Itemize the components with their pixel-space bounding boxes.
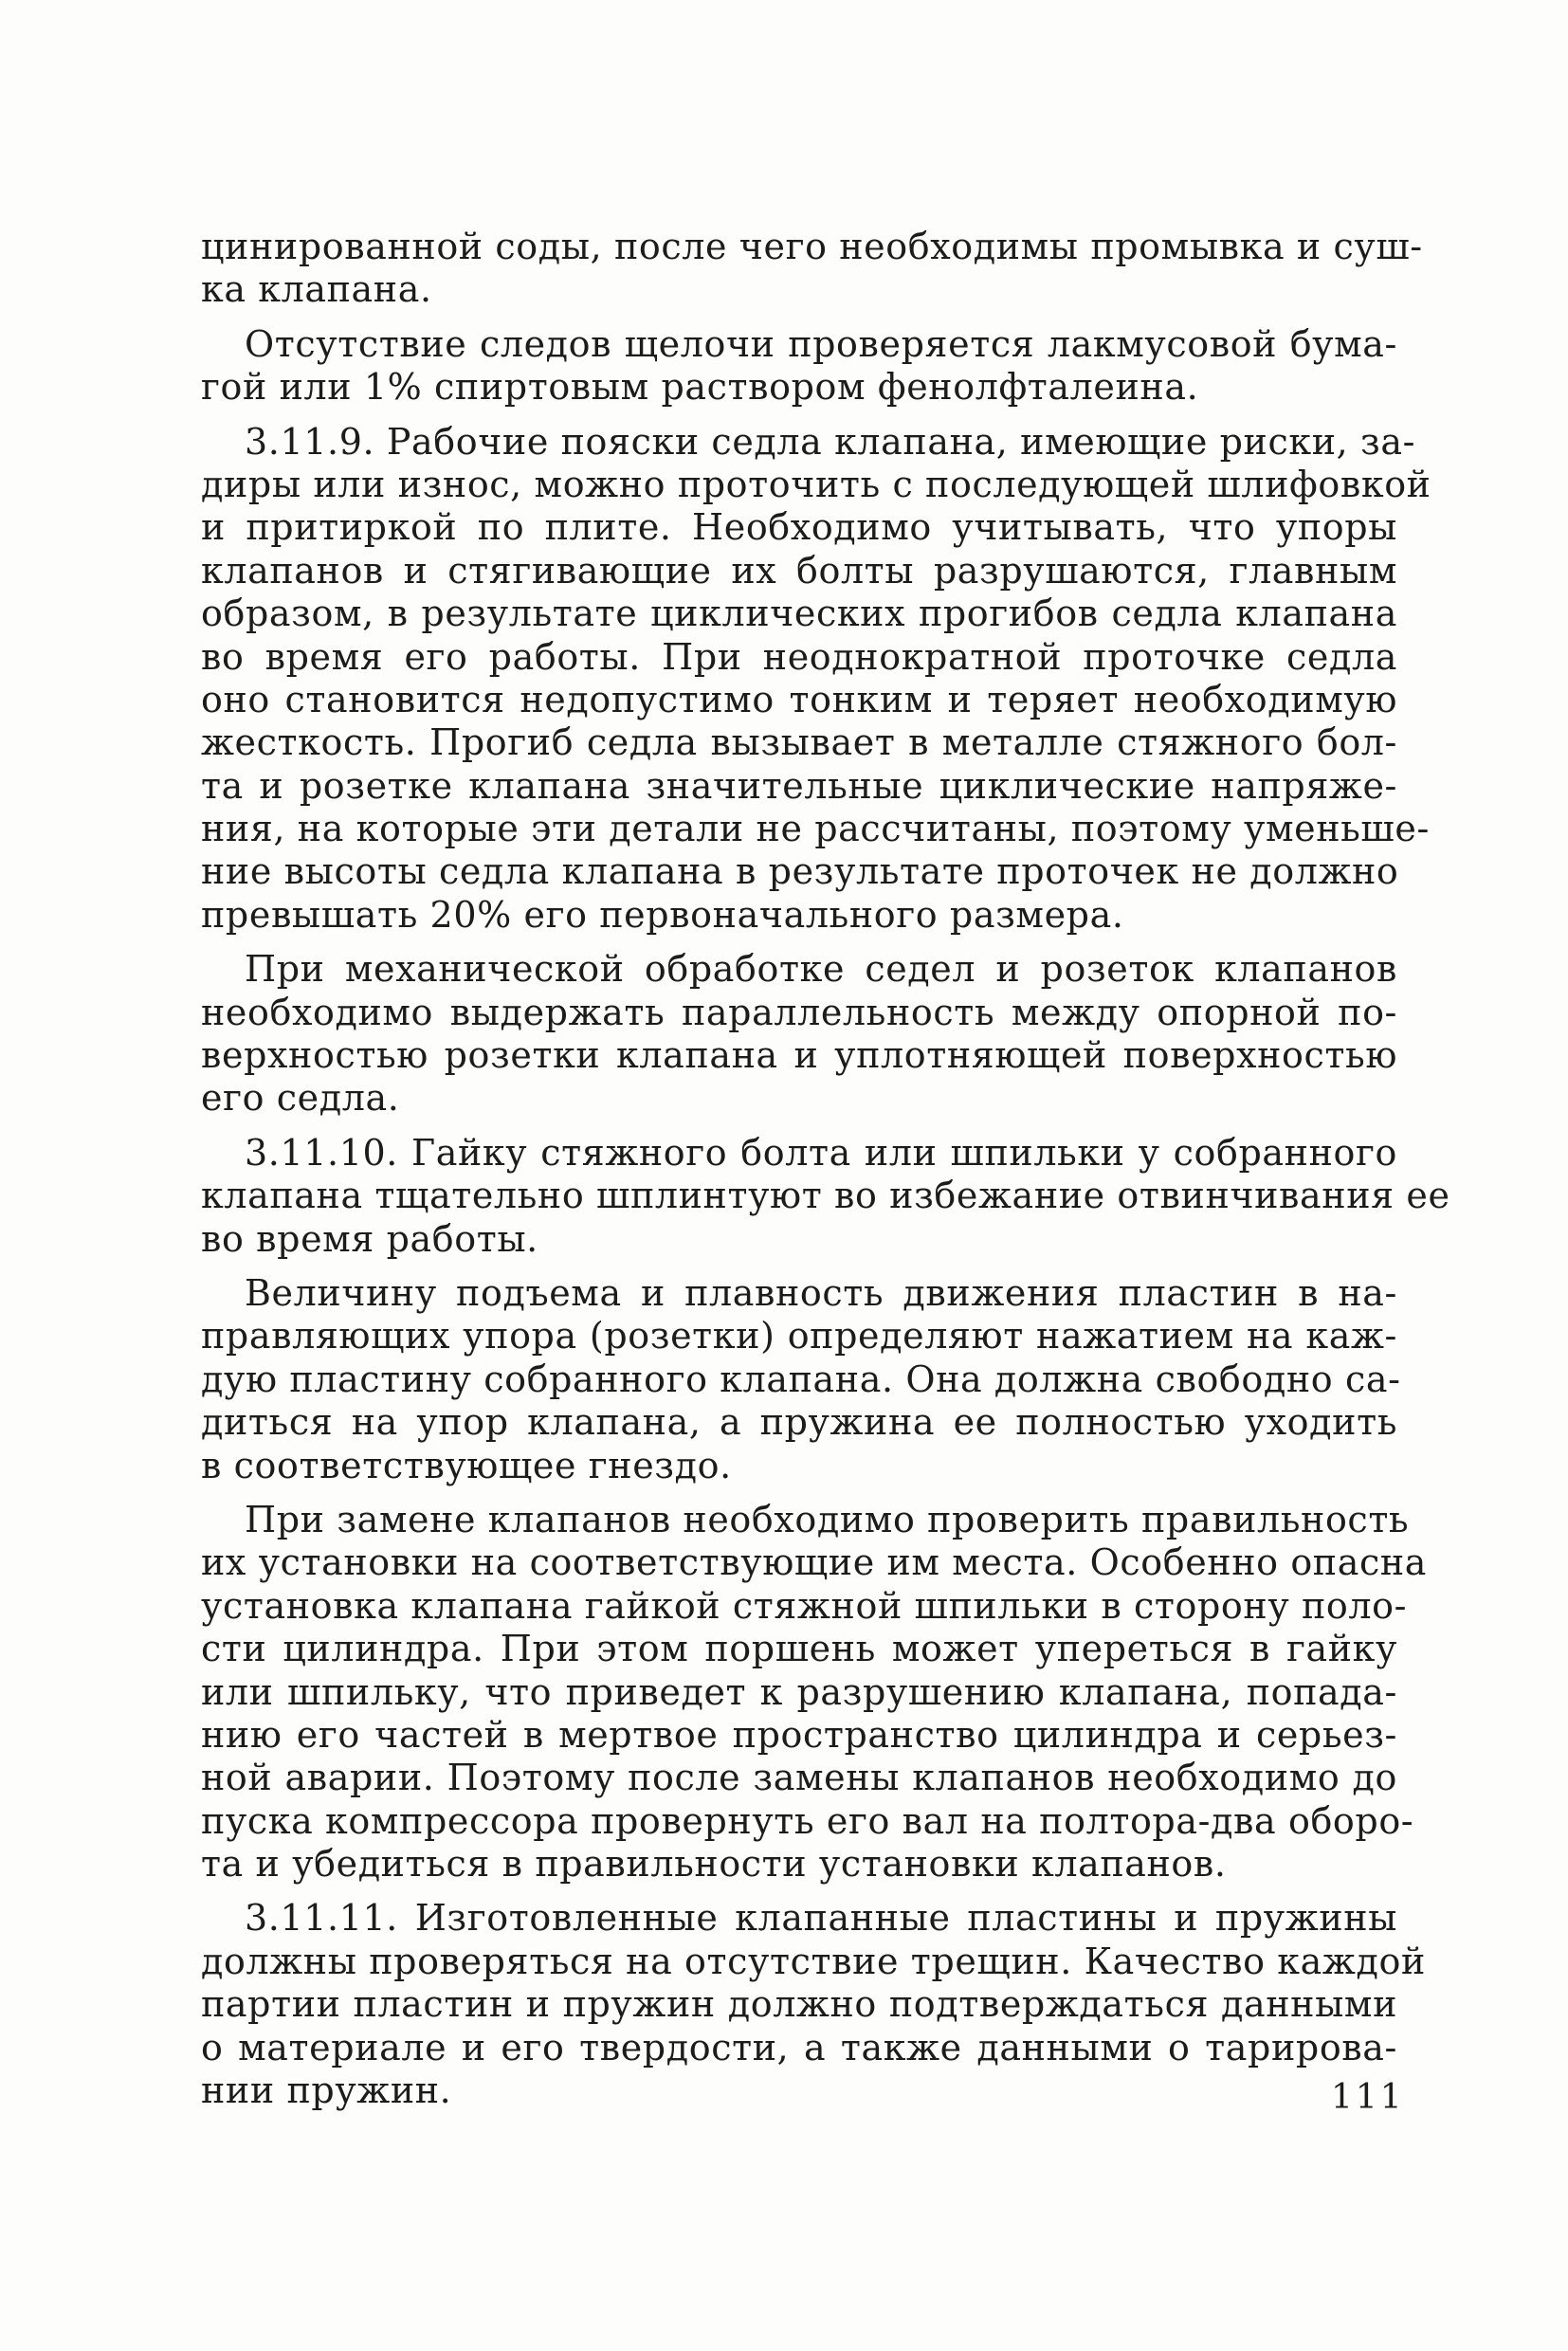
text-line: дую пластину собранного клапана. Она должна свободно са- xyxy=(201,1358,1401,1400)
paragraph-1 xyxy=(201,226,1423,312)
paragraph-2 xyxy=(201,323,1397,410)
text-line: диться на упор клапана, а пружина ее полностью уходить xyxy=(201,1401,1397,1444)
text-line: нию его частей в мертвое пространство цилиндра и серьез- xyxy=(201,1713,1397,1756)
body-text xyxy=(201,226,1450,2112)
text-line: во время его работы. При неоднократной проточке седла xyxy=(201,635,1397,678)
text-line: та и розетке клапана значительные циклические напряже- xyxy=(201,764,1397,807)
text-line: оно становится недопустимо тонким и теряет необходимую xyxy=(201,678,1397,720)
paragraph-5-section-3-11-10 xyxy=(201,1131,1450,1261)
text-line: во время работы. xyxy=(201,1217,538,1260)
text-line: гой или 1% спиртовым раствором фенолфталеина. xyxy=(201,366,1199,409)
text-line: жесткость. Прогиб седла вызывает в металле стяжного бол- xyxy=(201,721,1397,764)
text-line: 3.11.10. Гайку стяжного болта или шпильки у собранного xyxy=(245,1131,1397,1174)
text-line: его седла. xyxy=(201,1077,400,1120)
text-line: или шпильку, что приведет к разрушению клапана, попада- xyxy=(201,1670,1397,1713)
text-line: нии пружин. xyxy=(201,2069,452,2112)
text-line: та и убедиться в правильности установки клапанов. xyxy=(201,1843,1227,1886)
text-line: 3.11.9. Рабочие пояски седла клапана, имеющие риски, за- xyxy=(245,420,1416,463)
text-line: о материале и его твердости, а также данными о тарирова- xyxy=(201,2026,1397,2069)
paragraph-6 xyxy=(201,1271,1401,1487)
text-line: сти цилиндра. При этом поршень может упереться в гайку xyxy=(201,1628,1397,1670)
text-line: необходимо выдержать параллельность между опорной по- xyxy=(201,991,1397,1033)
text-line: правляющих упора (розетки) определяют нажатием на каж- xyxy=(201,1315,1397,1358)
paragraph-7 xyxy=(201,1498,1428,1886)
text-line: цинированной соды, после чего необходимы промывка и суш- xyxy=(201,226,1423,267)
text-line: ние высоты седла клапана в результате проточек не должно xyxy=(201,850,1399,893)
paragraph-8-section-3-11-11 xyxy=(201,1897,1426,2112)
paragraph-4 xyxy=(201,948,1397,1121)
text-line: Отсутствие следов щелочи проверяется лакмусовой бума- xyxy=(245,322,1397,365)
text-line: ной аварии. Поэтому после замены клапанов необходимо до xyxy=(201,1757,1397,1799)
text-line: ка клапана. xyxy=(201,268,432,311)
text-line: и притиркой по плите. Необходимо учитывать, что упоры xyxy=(201,506,1397,549)
text-line: должны проверяться на отсутствие трещин. Качество каждой xyxy=(201,1940,1426,1982)
text-line: диры или износ, можно проточить с последующей шлифовкой xyxy=(201,463,1431,505)
page-number: 111 xyxy=(1331,2078,1405,2117)
text-line: ния, на которые эти детали не рассчитаны, поэтому уменьше- xyxy=(201,808,1430,850)
paragraph-3-section-3-11-9 xyxy=(201,420,1431,938)
text-line: пуска компрессора провернуть его вал на полтора-два оборо- xyxy=(201,1799,1414,1842)
text-line: Величину подъема и плавность движения пластин в на- xyxy=(245,1271,1397,1314)
text-line: клапана тщательно шплинтуют во избежание отвинчивания ее xyxy=(201,1175,1450,1217)
text-line: верхностью розетки клапана и уплотняющей поверхностью xyxy=(201,1034,1397,1077)
text-line: в соответствующее гнездо. xyxy=(201,1444,732,1486)
text-line: установка клапана гайкой стяжной шпильки в сторону поло- xyxy=(201,1584,1408,1627)
text-line: их установки на соответствующие им места. Особенно опасна xyxy=(201,1541,1428,1584)
text-line: При механической обработке седел и розеток клапанов xyxy=(245,948,1397,991)
text-line: При замене клапанов необходимо проверить правильность xyxy=(245,1498,1410,1540)
text-line: превышать 20% его первоначального размера. xyxy=(201,893,1124,936)
text-line: 3.11.11. Изготовленные клапанные пластины и пружины xyxy=(245,1897,1397,1940)
text-line: клапанов и стягивающие их болты разрушаются, главным xyxy=(201,549,1397,592)
text-line: партии пластин и пружин должно подтверждаться данными xyxy=(201,1983,1397,2026)
text-line: образом, в результате циклических прогибов седла клапана xyxy=(201,592,1397,635)
